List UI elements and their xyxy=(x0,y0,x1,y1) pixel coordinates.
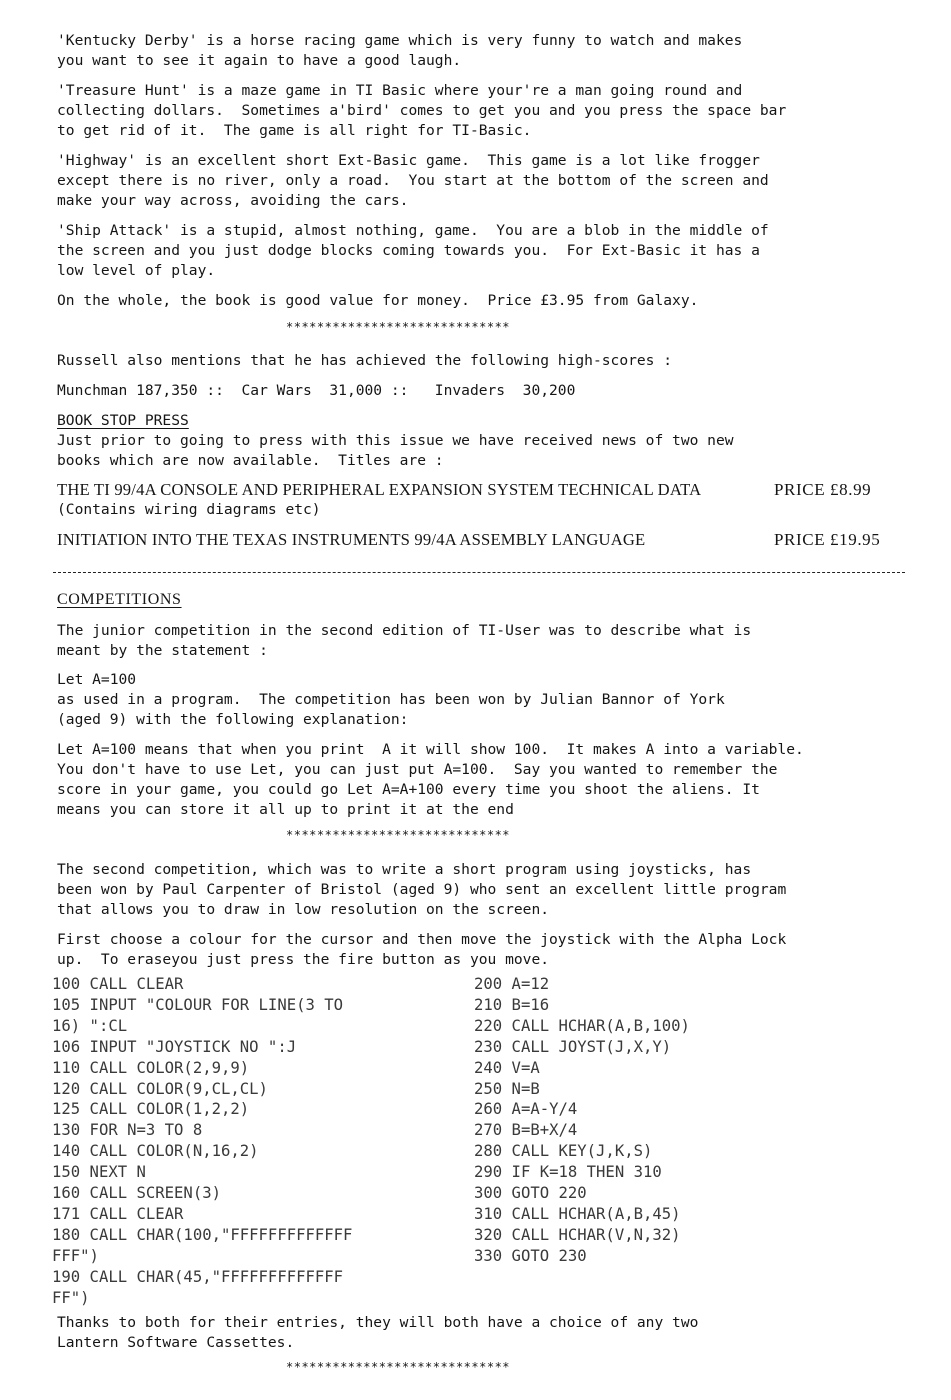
book1-note: (Contains wiring diagrams etc) xyxy=(57,501,321,518)
section-divider xyxy=(53,572,905,573)
review-treasure-hunt: 'Treasure Hunt' is a maze game in TI Basic where your're a man going round and collecting dollars. Sometimes a'bird' comes to get you and you press the space bar to get rid of it. The game is all right for TI-Basic. xyxy=(57,82,787,139)
closing-text: Thanks to both for their entries, they will both have a choice of any two Lantern Software Cassettes. xyxy=(57,1314,699,1351)
separator-stars: ***************************** xyxy=(286,320,511,334)
book2-price: PRICE £19.95 xyxy=(774,530,881,549)
separator-stars: ***************************** xyxy=(286,828,511,842)
stop-press-heading: BOOK STOP PRESS xyxy=(57,412,189,429)
review-highway: 'Highway' is an excellent short Ext-Basic game. This game is a lot like frogger except there is no river, only a road. You start at the bottom of the screen and make your way across, avoiding the cars. xyxy=(57,152,769,209)
program-listing-right: 200 A=12 210 B=16 220 CALL HCHAR(A,B,100) 230 CALL JOYST(J,X,Y) 240 V=A 250 N=B 260 A=A-Y/4 270 B=B+X/4 280 CALL KEY(J,K,S) 290 IF K=18 THEN 310 300 GOTO 220 310 CALL HCHAR(A,B,45) 320 CALL HCHAR(V,N,32) 330 GOTO 230 xyxy=(474,975,690,1265)
competition2-intro: The second competition, which was to write a short program using joysticks, has been won by Paul Carpenter of Bristol (aged 9) who sent an excellent little program that allows you to draw in low resolution on the screen. xyxy=(57,861,787,918)
competition1-winning-answer: Let A=100 means that when you print A it will show 100. It makes A into a variable. You don't have to use Let, you can just put A=100. Say you wanted to remember the score in your game, you could go Let A=A+100 every time you shoot the aliens. It means you can store it all up to print it at the end xyxy=(57,741,804,818)
competition1-statement: Let A=100 as used in a program. The competition has been won by Julian Bannor of York (aged 9) with the following explanation: xyxy=(57,671,725,728)
book1-price: PRICE £8.99 xyxy=(774,480,872,499)
review-ship-attack: 'Ship Attack' is a stupid, almost nothing, game. You are a blob in the middle of the screen and you just dodge blocks coming towards you. For Ext-Basic it has a low level of play. xyxy=(57,222,769,279)
book2-title: INITIATION INTO THE TEXAS INSTRUMENTS 99/4A ASSEMBLY LANGUAGE xyxy=(57,530,646,549)
separator-stars: ***************************** xyxy=(286,1360,511,1374)
highscores-intro: Russell also mentions that he has achieved the following high-scores : xyxy=(57,352,673,369)
highscores-line: Munchman 187,350 :: Car Wars 31,000 :: Invaders 30,200 xyxy=(57,382,576,399)
competitions-heading: COMPETITIONS xyxy=(57,591,182,608)
competition1-intro: The junior competition in the second edition of TI-User was to describe what is meant by the statement : xyxy=(57,622,752,659)
program-listing-left: 100 CALL CLEAR 105 INPUT "COLOUR FOR LINE(3 TO 16) ":CL 106 INPUT "JOYSTICK NO ":J 110 CALL COLOR(2,9,9) 120 CALL COLOR(9,CL,CL) 125 CALL COLOR(1,2,2) 130 FOR N=3 TO 8 140 CALL COLOR(N,16,2) 150 NEXT N 160 CALL SCREEN(3) 171 CALL CLEAR 180 CALL CHAR(100,"FFFFFFFFFFFFF FFF") 190 CALL CHAR(45,"FFFFFFFFFFFFF FF") xyxy=(52,975,353,1307)
book1-title: THE TI 99/4A CONSOLE AND PERIPHERAL EXPANSION SYSTEM TECHNICAL DATA xyxy=(57,480,702,499)
review-kentucky-derby: 'Kentucky Derby' is a horse racing game which is very funny to watch and makes you want to see it again to have a good laugh. xyxy=(57,32,743,69)
review-summary: On the whole, the book is good value for money. Price £3.95 from Galaxy. xyxy=(57,292,699,309)
competition2-instructions: First choose a colour for the cursor and then move the joystick with the Alpha Lock up. To eraseyou just press the fire button as you move. xyxy=(57,931,787,968)
stop-press-text: Just prior to going to press with this issue we have received news of two new books which are now available. Titles are : xyxy=(57,432,734,469)
